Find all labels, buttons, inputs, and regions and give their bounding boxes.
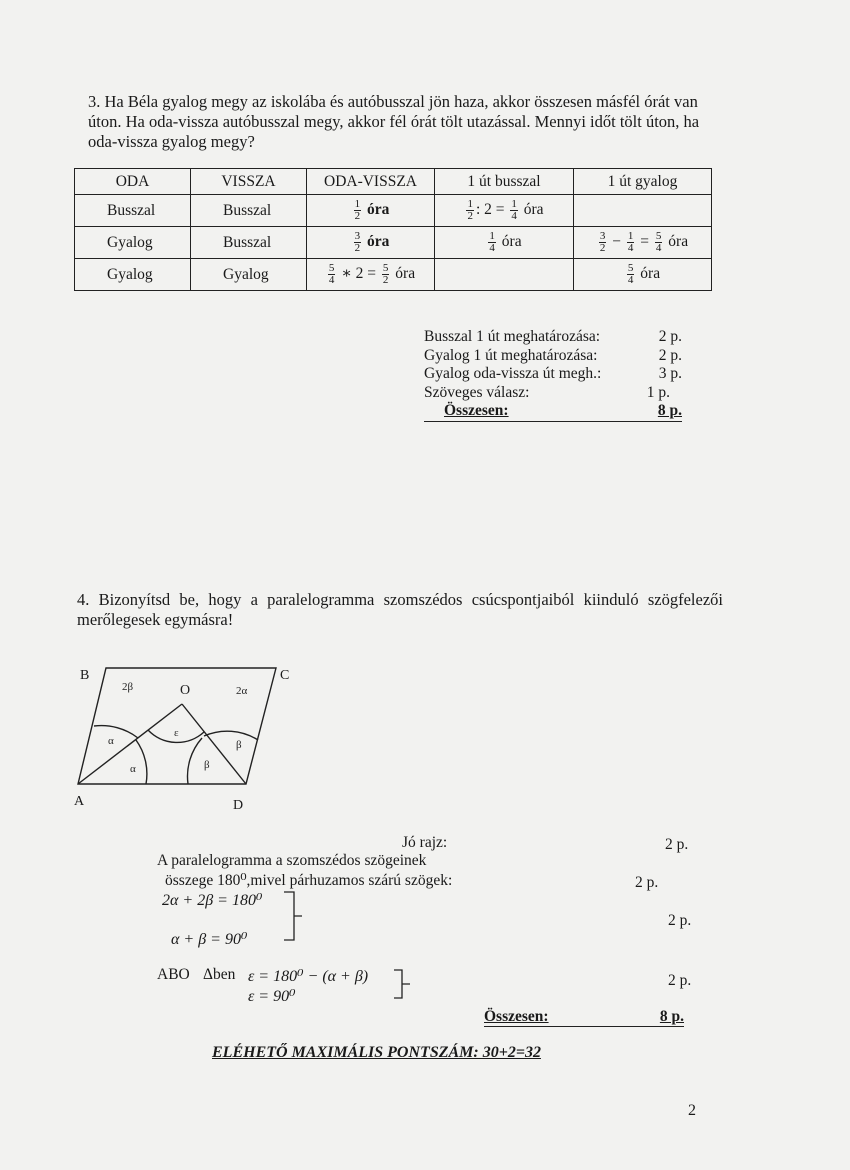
numerator: 5 [627,262,634,274]
task3-scoring [424,328,682,422]
cell-walk-one-way [574,259,712,291]
scoring-points: 2 p. [658,346,682,364]
max-score-line: ELÉHETŐ MAXIMÁLIS PONTSZÁM: 30+2=32 [212,1044,541,1061]
good-drawing-points: 2 p. [665,836,689,853]
fraction [328,263,336,286]
vertex-label-D: D [233,798,244,813]
fraction [627,231,635,254]
scoring-row [424,328,682,347]
scoring-row [424,365,682,384]
numerator: 1 [467,198,473,210]
numerator: 1 [627,230,634,242]
page-number: 2 [688,1102,696,1119]
task3-table [74,168,712,291]
task4-total-points: 8 p. [659,1008,684,1025]
denominator: 4 [627,274,634,286]
abo-label: ABO [157,966,190,983]
fraction [627,263,635,286]
total-label: Összesen: [444,402,509,419]
header-walk-one-way: 1 út gyalog [574,169,712,195]
denominator: 4 [489,242,495,254]
denominator: 2 [599,242,606,254]
unit-hour: óra [668,233,689,251]
scoring-points: 3 p. [658,365,682,382]
fraction [466,199,474,222]
fraction [354,199,362,222]
equation-4: ε = 90⁰ [248,988,296,1005]
scoring-label: Busszal 1 út meghatározása: [424,328,601,345]
equation-3-points: 2 p. [668,972,692,989]
denominator: 2 [354,210,361,222]
unit-hour: óra [640,265,661,283]
table-row [75,259,712,291]
parallelogram-diagram [70,660,300,820]
unit-hour: óra [523,201,544,219]
numerator: 5 [655,230,662,242]
header-bus-one-way: 1 út busszal [435,169,574,195]
numerator: 3 [354,230,361,242]
fraction [510,199,518,222]
denominator: 2 [354,242,361,254]
label-alpha-bottom: α [130,763,136,775]
scoring-points: 2 p. [658,328,682,345]
fraction [488,231,496,254]
scoring-label: Gyalog oda-vissza út megh.: [424,365,602,382]
unit-hour: óra [395,265,416,283]
header-oda-vissza: ODA-VISSZA [307,169,435,195]
scoring-row [424,347,682,366]
table-row [75,227,712,259]
equation-points: 2 p. [668,912,692,929]
unit-hour: óra [501,233,522,251]
label-2alpha: 2α [236,685,248,697]
numerator: 1 [489,230,495,242]
denominator: 2 [382,274,389,286]
cell-oda-vissza [307,227,435,259]
total-points: 8 p. [657,402,682,419]
numerator: 1 [511,198,517,210]
cell-bus-one-way [435,195,574,227]
label-O: O [180,683,191,698]
equation-3: ε = 180⁰ − (α + β) [248,968,369,985]
solution-line-1: A paralelogramma a szomszédos szögeinek [157,852,427,869]
label-beta-bottom: β [204,759,210,771]
fraction [599,231,607,254]
good-drawing-label: Jó rajz: [402,834,448,851]
cell-bus-one-way [435,259,574,291]
scoring-row [424,384,682,403]
vertex-label-B: B [80,668,90,683]
header-vissza: VISSZA [191,169,307,195]
numerator: 1 [354,198,361,210]
arc-alpha-bottom [136,740,147,784]
header-oda: ODA [75,169,191,195]
cell-vissza: Gyalog [191,259,307,291]
operator: = [640,233,650,251]
cell-oda: Gyalog [75,227,191,259]
equation-1: 2α + 2β = 180⁰ [162,892,263,909]
denominator: 2 [467,210,473,222]
scoring-total-row [424,402,682,422]
table-row [75,195,712,227]
cell-vissza: Busszal [191,195,307,227]
cell-walk-one-way [574,195,712,227]
numerator: 5 [382,262,389,274]
numerator: 5 [328,262,335,274]
task4-total-row [484,1008,684,1027]
unit-hour: óra [366,233,390,251]
brace-2 [390,966,414,1004]
scoring-label: Gyalog 1 út meghatározása: [424,346,598,364]
cell-walk-one-way [574,227,712,259]
task4-total-label: Összesen: [484,1008,549,1025]
label-beta-right: β [236,739,242,751]
operator: : 2 = [475,201,505,219]
numerator: 3 [599,230,606,242]
fraction [354,231,362,254]
solution-line-2-points: 2 p. [635,874,659,891]
denominator: 4 [511,210,517,222]
label-epsilon: ε [174,727,179,739]
task3-text: 3. Ha Béla gyalog megy az iskolába és autóbusszal jön haza, akkor összesen másfél órát van úton. Ha oda-vissza autóbusszal megy, akkor fél órát tölt utazással. Mennyi időt tölt úton, ha oda-vissza gyalog megy? [88,92,700,151]
label-alpha-top: α [108,735,114,747]
cell-bus-one-way [435,227,574,259]
cell-vissza: Busszal [191,227,307,259]
brace-1 [280,888,304,946]
task4-text: 4. Bizonyítsd be, hogy a paralelogramma szomszédos csúcspontjaiból kiinduló szögfelezői merőlegesek egymásra! [77,590,723,629]
cell-oda-vissza [307,195,435,227]
triangle-ben-label: Δben [203,966,236,983]
scoring-label: Szöveges válasz: [424,383,530,401]
arc-alpha-top [94,726,138,738]
operator: − [612,233,622,251]
cell-oda-vissza [307,259,435,291]
unit-hour: óra [366,201,390,219]
denominator: 4 [328,274,335,286]
vertex-label-C: C [280,668,290,683]
table-header-row [75,169,712,195]
arc-beta-right [204,731,258,740]
denominator: 4 [655,242,662,254]
fraction [655,231,663,254]
arc-beta-bottom [187,738,202,784]
denominator: 4 [627,242,634,254]
cell-oda: Busszal [75,195,191,227]
scoring-points: 1 p. [646,383,670,401]
equation-2: α + β = 90⁰ [171,931,248,948]
label-2beta: 2β [122,681,134,693]
operator: ∗ 2 = [341,265,377,283]
fraction [382,263,390,286]
vertex-label-A: A [74,794,85,809]
solution-line-2: összege 180⁰,mivel párhuzamos szárú szögek: [165,872,453,889]
cell-oda: Gyalog [75,259,191,291]
